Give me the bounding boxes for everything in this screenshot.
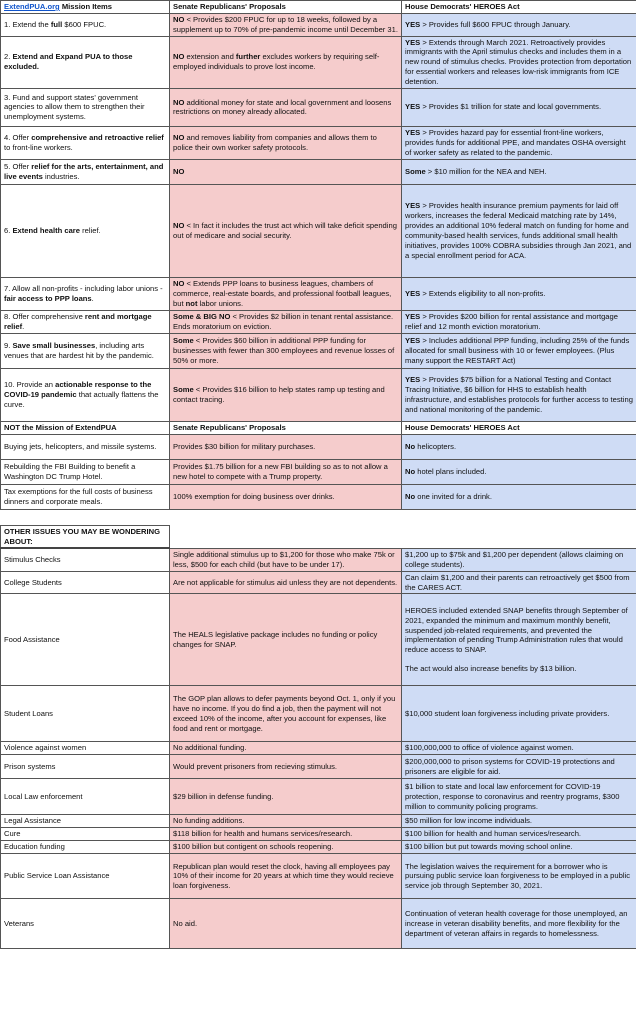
cell-text: > $10 million for the NEA and NEH. [425,166,547,176]
heroes-cell [402,755,636,779]
cell-text: helicopters. [415,441,457,451]
cell-text: hotel plans included. [415,466,487,476]
emphasis-text: Some [405,166,426,176]
cell-paragraph: $1 billion to state and local law enforcement for COVID-19 protection, response to coronavirus and reentry programs, $300 million to community policing programs. [405,782,620,811]
senate-cell: The HEALS legislative package includes no funding or policy changes for SNAP. [170,594,402,686]
emphasis-text: comprehensive and retroactive relief [31,133,164,143]
cell-text: additional money for state and local government and loosens restrictions on money already allocated. [173,97,392,117]
other-issue-row [1,828,636,841]
mission-row [1,159,636,184]
cell-text: excludes workers by requiring self-employed individuals to prove lost income. [173,52,380,72]
other-issues-label: OTHER ISSUES YOU MAY BE WONDERING ABOUT: [1,525,170,548]
header-senate-proposals: Senate Republicans' Proposals [170,1,402,14]
heroes-cell [402,594,636,686]
header-not-mission: NOT the Mission of ExtendPUA [1,421,170,434]
senate-cell [170,277,402,310]
cell-paragraph: $100 billion but put towards moving school online. [405,842,573,852]
emphasis-text: NO [173,52,185,62]
cell-text: 10. Provide an [4,380,56,390]
cell-text: > Provides health insurance premium payments for laid off workers, increases the federal Medicaid matching rate by 14%, provides an additional 10% federal match on funding for home and community-based health services, funds additional small health initiatives, provides 100% COBRA subsidies through Jan 2021, and a special enrollment period for ACA. [405,201,632,260]
cell-text: 1. Extend the [4,19,51,29]
other-issues-header-row [1,525,636,548]
cell-text: 9. [4,341,13,351]
other-issue-row [1,755,636,779]
mission-row [1,126,636,159]
cell-text: > Provides hazard pay for essential front-line workers, provides funds for additional PPE, and mandates OSHA oversight of worker safety as related to the pandemic. [405,128,626,157]
other-issue-row [1,594,636,686]
emphasis-text: YES [405,336,421,346]
cell-text: 4. Offer [4,133,32,143]
cell-text: > Provides $200 billion for rental assistance and mortgage relief and 12 month eviction moratorium. [405,312,618,331]
cell-paragraph: $1,200 up to $75k and $1,200 per dependent (allows claiming on college students). [405,549,624,569]
header-mission-items [1,1,170,14]
cell-text: one invited for a drink. [415,491,492,501]
cell-paragraph: Continuation of veteran health coverage for those unemployed, an increase in veteran disability benefits, and more flexibility for the department of veteran affairs in regards to homelessness. [405,909,628,938]
not-mission-row [1,434,636,459]
item-cell [1,434,170,459]
issue-name-cell: Education funding [1,841,170,854]
emphasis-text: YES [405,201,421,211]
not-mission-row [1,459,636,484]
cell-paragraph: The legislation waives the requirement for a borrower who is pursuing public service loan forgiveness to be employed in a public service job through September 30, 2021. [405,861,630,891]
emphasis-text: Extend health care [12,225,80,235]
heroes-cell [402,548,636,571]
heroes-cell [402,571,636,594]
emphasis-text: Some & BIG NO [173,312,231,322]
emphasis-text: YES [405,102,421,112]
heroes-cell [402,459,636,484]
other-issue-row [1,841,636,854]
heroes-cell [402,277,636,310]
cell-text: that actually flattens the curve. [4,389,159,409]
mission-row [1,277,636,310]
heroes-cell [402,368,636,421]
other-issue-row [1,571,636,594]
senate-cell [170,88,402,126]
cell-paragraph: HEROES included extended SNAP benefits through September of 2021, expanded the minimum and maximum monthly benefit, suspended job-related requirements, and prevented the implementation of pending Trump Administration rules that would reduce access to SNAP. [405,605,628,655]
heroes-cell [402,159,636,184]
other-issue-row [1,779,636,815]
item-cell [1,310,170,333]
cell-paragraph: Can claim $1,200 and their parents can retroactively get $500 from the CARES ACT. [405,572,630,592]
cell-text: 7. Allow all non-profits - including labor unions - [4,284,163,294]
cell-text: > Provides $1 trillion for state and local governments. [420,102,602,112]
mission-row [1,333,636,368]
emphasis-text: Save small businesses [12,341,96,351]
senate-cell [170,310,402,333]
cell-paragraph: $200,000,000 to prison systems for COVID-19 protections and prisoners are eligible for aid. [405,757,615,776]
emphasis-text: relief for the arts, entertainment, and live events [4,162,164,181]
item-cell [1,368,170,421]
emphasis-text: NO [173,166,185,176]
cell-text: $600 FPUC. [62,19,107,29]
mission-row [1,13,636,36]
other-issue-row [1,854,636,899]
heroes-cell [402,126,636,159]
header-row [1,1,636,14]
emphasis-text: No [405,491,416,501]
section-gap [1,509,636,525]
emphasis-text: YES [405,19,421,29]
mission-row [1,310,636,333]
cell-text: < Provides $16 billion to help states ramp up testing and contact tracing. [173,385,385,404]
issue-name-cell: Student Loans [1,686,170,742]
cell-text: > Provides full $600 FPUC through January. [420,19,571,29]
issue-name-cell: Violence against women [1,742,170,755]
item-cell [1,184,170,277]
cell-text: < Provides $2 billion in tenant rental assistance. Ends moratorium on eviction. [173,312,394,331]
emphasis-text: full [50,19,63,29]
heroes-cell [402,828,636,841]
emphasis-text: YES [405,128,421,138]
senate-cell [170,126,402,159]
heroes-cell [402,854,636,899]
emphasis-text: Some [173,385,194,395]
item-cell [1,88,170,126]
senate-cell [170,459,402,484]
heroes-cell [402,899,636,949]
emphasis-text: YES [405,312,421,322]
cell-text: 5. Offer [4,162,32,172]
cell-text: to front-line workers. [4,142,73,152]
mission-row [1,88,636,126]
senate-cell [170,159,402,184]
senate-cell [170,368,402,421]
issue-name-cell: Cure [1,828,170,841]
heroes-cell [402,815,636,828]
cell-paragraph: The act would also increase benefits by $13 billion. [405,664,577,674]
issue-name-cell: Stimulus Checks [1,548,170,571]
emphasis-text: No [405,466,416,476]
cell-text: . [22,321,25,331]
heroes-cell [402,742,636,755]
item-cell [1,13,170,36]
cell-text: 2. [4,52,13,62]
cell-text: , including arts venues that are hardest hit by the pandemic. [4,341,154,360]
cell-paragraph: $50 million for low income individuals. [405,816,533,826]
heroes-cell [402,310,636,333]
senate-cell: Republican plan would reset the clock, having all employees pay 10% of their income for 20 years at which time they would recieve loan forgiveness. [170,854,402,899]
emphasis-text: Some [173,336,194,346]
emphasis-text: YES [405,288,421,298]
item-cell [1,159,170,184]
cell-text: Provides $1.75 billion for a new FBI building so as to not allow a new hotel to compete with a Trump property. [173,461,388,481]
heroes-cell [402,88,636,126]
not-mission-table-body [1,421,636,509]
heroes-cell [402,686,636,742]
senate-cell: No additional funding. [170,742,402,755]
cell-text: 100% exemption for doing business over drinks. [173,491,335,501]
other-issue-row [1,742,636,755]
cell-text: 3. Fund and support states' government agencies to allow them to strengthen their unemployment systems. [4,92,145,122]
cell-text: Tax exemptions for the full costs of business dinners and corporate meals. [4,486,153,506]
item-cell [1,126,170,159]
emphasis-text: No [405,441,416,451]
issue-name-cell: Food Assistance [1,594,170,686]
senate-cell [170,484,402,509]
emphasis-text: NO [173,221,185,231]
cell-text: < Provides $200 FPUC for up to 18 weeks, followed by a supplement up to 70% of pre-pandemic income until December 31. [173,14,398,34]
issue-name-cell: Public Service Loan Assistance [1,854,170,899]
cell-text: relief. [79,225,101,235]
item-cell [1,36,170,88]
senate-cell [170,36,402,88]
emphasis-text: NO [173,14,185,24]
heroes-cell [402,841,636,854]
heroes-cell [402,484,636,509]
heroes-cell [402,13,636,36]
other-issue-row [1,815,636,828]
cell-text: 6. [4,225,13,235]
senate-cell: $29 billion in defense funding. [170,779,402,815]
senate-cell [170,434,402,459]
heroes-cell [402,184,636,277]
emphasis-text: fair access to PPP loans [4,293,92,303]
heroes-cell [402,333,636,368]
emphasis-text: rent and mortgage relief [4,312,152,331]
other-issue-row [1,899,636,949]
mission-row [1,368,636,421]
mission-row [1,36,636,88]
senate-cell [170,13,402,36]
issue-name-cell: Legal Assistance [1,815,170,828]
item-cell [1,333,170,368]
header-senate-proposals-2: Senate Republicans' Proposals [170,421,402,434]
cell-text: extension and [184,52,236,62]
senate-cell: No aid. [170,899,402,949]
emphasis-text: NO [173,97,185,107]
not-mission-row [1,484,636,509]
senate-cell: $118 billion for health and humans services/research. [170,828,402,841]
other-issue-row [1,686,636,742]
senate-cell: Are not applicable for stimulus aid unless they are not dependents. [170,571,402,594]
senate-cell: The GOP plan allows to defer payments beyond Oct. 1, only if you have no income. If you do find a job, then the payment will not exceed 10% of the income, after you account for expenses, like food and rent or mortgage. [170,686,402,742]
emphasis-text: NO [173,133,185,143]
cell-text: > Includes additional PPP funding, including 25% of the funds allocated for small business with 10 or fewer employees. (Plus many support the RESTART Act) [405,336,630,365]
mission-table-body [1,1,636,422]
cell-text: Buying jets, helicopters, and missile systems. [4,441,157,451]
cell-text: 8. Offer comprehensive [4,312,85,322]
heroes-cell [402,36,636,88]
cell-text: Provides $30 billion for military purchases. [173,441,316,451]
senate-cell: $100 billion but contigent on schools reopening. [170,841,402,854]
item-cell [1,484,170,509]
emphasis-text: YES [405,375,421,385]
cell-paragraph: $10,000 student loan forgiveness including private providers. [405,708,610,718]
cell-text: industries. [42,171,80,181]
cell-text: and removes liability from companies and allows them to police their own worker safety protocols. [173,133,377,152]
emphasis-text: YES [405,37,421,47]
header-mission-items-label: Mission Items [59,2,113,11]
cell-text: labor unions. [197,298,244,308]
senate-cell [170,333,402,368]
senate-cell [170,184,402,277]
cell-paragraph: $100,000,000 to office of violence against women. [405,743,574,753]
cell-text: > Extends eligibility to all non-profits. [420,288,546,298]
header-heroes-act: House Democrats' HEROES Act [402,1,636,14]
mission-row [1,184,636,277]
cell-text: > Extends through March 2021. Retroactively provides immigrants with the April stimulus checks and includes them in a new round of stimulus checks. Provides protection from deportation for essential workers and releases low-risk immigrants from ICE detention. [405,37,632,87]
item-cell [1,459,170,484]
cell-text: > Provides $75 billion for a National Testing and Contact Tracing Initiative, $6 billion for HHS to establish health infrastructure, and establishes protocols for further access to testing and national monitoring of the pandemic. [405,375,633,414]
emphasis-text: NO [173,279,185,289]
item-cell [1,277,170,310]
cell-text: Rebuilding the FBI Building to benefit a Washington DC Trump Hotel. [4,461,136,481]
cell-paragraph: $100 billion for health and human services/research. [405,829,582,839]
senate-cell: Would prevent prisoners from recieving stimulus. [170,755,402,779]
extendpua-link[interactable]: ExtendPUA.org [4,2,60,11]
issue-name-cell: Veterans [1,899,170,949]
other-issue-row [1,548,636,571]
issue-name-cell: College Students [1,571,170,594]
cell-text: < Extends PPP loans to business leagues, chambers of commerce, real-estate boards, and professional football leagues, but [173,279,392,308]
heroes-cell [402,779,636,815]
header-heroes-act-2: House Democrats' HEROES Act [402,421,636,434]
emphasis-text: further [235,52,261,62]
cell-text: . [91,293,94,303]
cell-text: < In fact it includes the trust act which will take deficit spending out of medicare and social security. [173,221,397,240]
cell-text: < Provides $60 billion in additional PPP funding for businesses with fewer than 300 employees and revenue losses of 50% or more. [173,336,395,365]
issue-name-cell: Prison systems [1,755,170,779]
emphasis-text: actionable response to the COVID-19 pandemic [4,380,152,399]
emphasis-text: Extend and Expand PUA to those excluded. [4,52,133,72]
not-mission-header-row [1,421,636,434]
emphasis-text: not [185,298,198,308]
senate-cell: Single additional stimulus up to $1,200 for those who make 75k or less, $500 for each child (but have to be under 17). [170,548,402,571]
senate-cell: No funding additions. [170,815,402,828]
heroes-cell [402,434,636,459]
issue-name-cell: Local Law enforcement [1,779,170,815]
other-issues-table-body [1,548,636,948]
